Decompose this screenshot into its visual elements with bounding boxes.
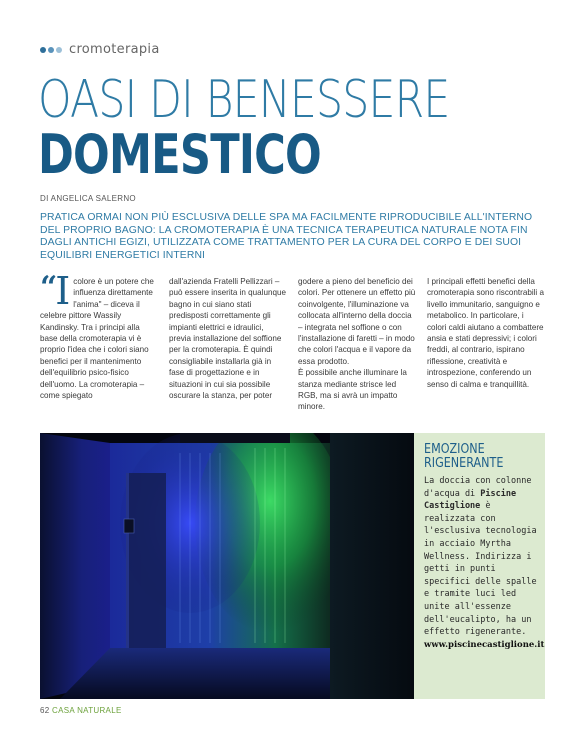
bullet-dot	[56, 47, 62, 53]
sidebar-body	[424, 475, 545, 651]
body-text: I principali effetti benefici della cromoterapia sono riscontrabili a livello immunitario, sanguigno e metabolico. In particolare, i colori caldi aiutano a combattere ansia e stati depressivi; i colori freddi, al contrario, ispirano riflessione, creatività e introspezione, conferendo un senso di calma e tranquillità.	[427, 277, 544, 389]
body-columns	[40, 269, 545, 426]
body-column-4	[427, 276, 545, 390]
body-column-2	[169, 276, 287, 401]
page-number: 62	[40, 706, 50, 715]
sidebar-title	[424, 443, 521, 470]
sidebar-box	[414, 433, 545, 699]
bullet-dot	[48, 47, 54, 53]
body-text: dall'azienda Fratelli Pellizzari – può essere inserita in qualunque bagno in cui siano stati predisposti correttamente gli impianti elettrici e idraulici, previa installazione del soffione per la cromoterapia. È quindi consigliabile installarla già in fase di progettazione e in situazioni in cui sia possibile oscurare la stanza, per poter	[169, 277, 286, 401]
section-label: cromoterapia	[69, 42, 160, 57]
dropcap	[40, 269, 71, 313]
article-title-line1: OASI DI BENESSERE	[38, 70, 450, 130]
body-column-3	[298, 276, 416, 413]
sidebar-text: La doccia con colonne d'acqua di	[424, 476, 532, 499]
quote-mark: “	[40, 270, 55, 305]
body-text: colore è un potere che influenza direttamente l'anima" – diceva il celebre pittore Wassily Kandinsky. Tra i principi alla base della cromoterapia vi è proprio l'idea che i colori siano benefici per il mantenimento dell'equilibrio psico-fisico dell'uomo. La cromoterapia – come spiegato	[40, 277, 154, 401]
sidebar-text: è realizzata con l'esclusiva tecnologia in acciaio Myrtha Wellness. Indirizza i getti in punti specifici delle spalle e tramite luci led unite all'essenze dell'eucalipto, ha un effetto rigenerante.	[424, 501, 537, 638]
shower-illustration	[40, 433, 414, 699]
dropcap-letter: I	[55, 269, 71, 313]
sidebar-brand: Piscine Castiglione	[424, 488, 517, 512]
bullet-dot	[40, 47, 46, 53]
body-text: godere a pieno del beneficio dei colori. Per ottenere un effetto più coinvolgente, l'illuminazione va collocata all'interno della doccia – integrata nel soffione o con l'installazione di faretti – in modo che colori l'acqua e il vapore da essa prodotto.	[298, 277, 416, 366]
lead-paragraph: PRATICA ORMAI NON PIÙ ESCLUSIVA DELLE SPA MA FACILMENTE RIPRODUCIBILE ALL'INTERNO DEL PROPRIO BAGNO: LA CROMOTERAPIA È UNA TECNICA TERAPEUTICA NATURALE NOTA FIN DAGLI ANTICHI EGIZI, UTILIZZATA COME TRATTAMENTO PER LA CURA DEL CORPO E DEI SUOI EQUILIBRI ENERGETICI INTERNI	[40, 212, 533, 261]
sidebar-title-line1: EMOZIONE	[424, 442, 485, 457]
body-column-1	[40, 269, 158, 401]
shower-photo	[40, 433, 414, 699]
sidebar-url-link[interactable]: www.piscinecastiglione.it	[424, 639, 545, 650]
page-footer	[40, 706, 122, 715]
section-tag	[40, 42, 160, 57]
body-text: È possibile anche illuminare la stanza mediante strisce led RGB, ma si avrà un impatto minore.	[298, 368, 407, 412]
byline: DI ANGELICA SALERNO	[40, 194, 136, 203]
sidebar-title-line2: RIGENERANTE	[424, 455, 504, 471]
article-title-line2: DOMESTICO	[38, 123, 321, 186]
magazine-name: CASA NATURALE	[52, 706, 122, 715]
